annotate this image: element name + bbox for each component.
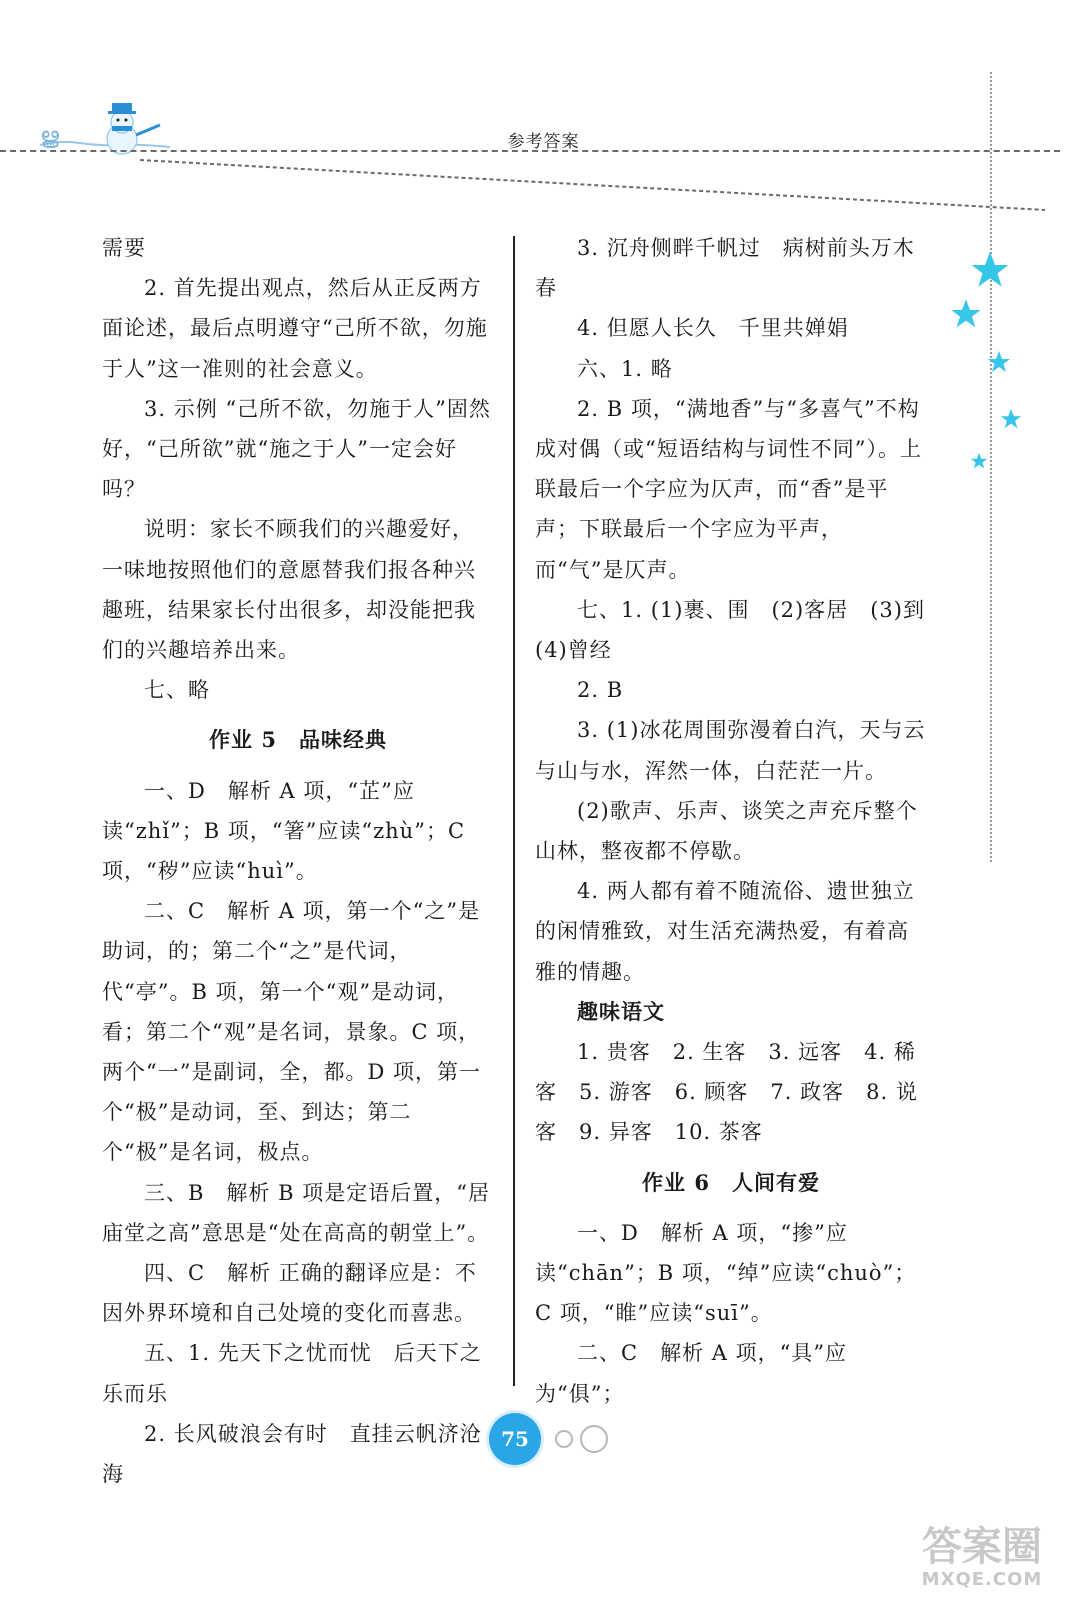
star-icon xyxy=(950,298,982,330)
section-heading: 作业 5 品味经典 xyxy=(209,727,387,753)
right-margin-line xyxy=(990,72,992,862)
diagonal-dash-line xyxy=(140,140,1050,215)
answer-paragraph: 3. (1)冰花周围弥漫着白汽，天与云与山与水，浑然一体，白茫茫一片。 xyxy=(535,718,926,783)
header-title: 参考答案 xyxy=(507,132,580,152)
star-icon xyxy=(987,350,1011,374)
left-column xyxy=(102,228,494,1494)
page-number: 75 xyxy=(489,1413,541,1465)
answer-paragraph: 四、C 解析 正确的翻译应是：不因外界环境和自己处境的变化而喜悲。 xyxy=(102,1261,477,1326)
decor-circle-small xyxy=(555,1430,573,1448)
watermark-url: MXQE.COM xyxy=(921,1569,1043,1590)
answer-paragraph: (2)歌声、乐声、谈笑之声充斥整个山林，整夜都不停歇。 xyxy=(535,798,918,864)
answer-paragraph: 七、略 xyxy=(144,678,210,703)
answer-paragraph: 3. 示例 “己所不欲，勿施于人”固然好，“己所欲”就“施之于人”一定会好吗？ xyxy=(102,396,491,502)
answer-paragraph: 4. 但愿人长久 千里共婵娟 xyxy=(577,316,849,341)
answer-paragraph: 二、C 解析 A 项，“具”应为“俱”； xyxy=(535,1341,848,1406)
answer-paragraph: 1. 贵客 2. 生客 3. 远客 4. 稀客 5. 游客 6. 顾客 7. 政客 8. 说客 9. 异客 10. 茶客 xyxy=(535,1040,918,1145)
watermark xyxy=(907,1525,1057,1590)
star-icon xyxy=(970,250,1010,290)
watermark-logo-text: 答案圈 xyxy=(922,1524,1042,1570)
answer-paragraph: 六、1. 略 xyxy=(577,356,673,381)
column-divider xyxy=(513,236,515,1386)
answer-paragraph: 一、D 解析 A 项，“掺”应读“chān”；B 项，“绰”应读“chuò”；C 项，“睢”应读“suī”。 xyxy=(535,1220,917,1326)
answer-paragraph: 趣味语文 xyxy=(577,998,665,1024)
answer-paragraph: 二、C 解析 A 项，第一个“之”是助词，的；第二个“之”是代词，代“亭”。B 项，第一个“观”是动词，看；第二个“观”是名词，景象。C 项，两个“一”是副词，全，都。D 项，第一个“极”是动词，至、到达；第二个“极”是名词，极点。 xyxy=(102,899,481,1165)
decor-circle-large xyxy=(580,1425,608,1453)
answer-paragraph: 说明：家长不顾我们的兴趣爱好，一味地按照他们的意愿替我们报各种兴趣班，结果家长付出很多，却没能把我们的兴趣培养出来。 xyxy=(102,517,476,663)
answer-paragraph: 需要 xyxy=(102,236,146,260)
star-icon xyxy=(1000,408,1022,430)
answer-paragraph: 4. 两人都有着不随流俗、遗世独立的闲情雅致，对生活充满热爱，有着高雅的情趣。 xyxy=(535,879,915,984)
answer-paragraph: 五、1. 先天下之忧而忧 后天下之乐而乐 xyxy=(102,1341,482,1406)
answer-paragraph: 2. 首先提出观点，然后从正反两方面论述，最后点明遵守“己所不欲，勿施于人”这一准则的社会意义。 xyxy=(102,276,488,381)
svg-text:ൠ: ൠ xyxy=(40,124,60,149)
section-heading: 作业 6 人间有爱 xyxy=(642,1169,820,1195)
right-column xyxy=(535,228,947,1414)
answer-paragraph: 2. 长风破浪会有时 直挂云帆济沧海 xyxy=(102,1421,482,1487)
answer-paragraph: 2. B xyxy=(577,678,624,703)
answer-paragraph: 3. 沉舟侧畔千帆过 病树前头万木春 xyxy=(535,236,915,301)
answer-paragraph: 三、B 解析 B 项是定语后置，“居庙堂之高”意思是“处在高高的朝堂上”。 xyxy=(102,1180,490,1245)
answer-paragraph: 七、1. (1)裹、围 (2)客居 (3)到 (4)曾经 xyxy=(535,597,947,663)
star-icon xyxy=(970,452,988,470)
answer-paragraph: 一、D 解析 A 项，“芷”应读“zhǐ”；B 项，“箸”应读“zhù”；C 项，“秽”应读“huì”。 xyxy=(102,778,466,884)
answer-paragraph: 2. B 项，“满地香”与“多喜气”不构成对偶（或“短语结构与词性不同”）。上联最后一个字应为仄声，而“香”是平声；下联最后一个字应为平声，而“气”是仄声。 xyxy=(535,396,922,582)
